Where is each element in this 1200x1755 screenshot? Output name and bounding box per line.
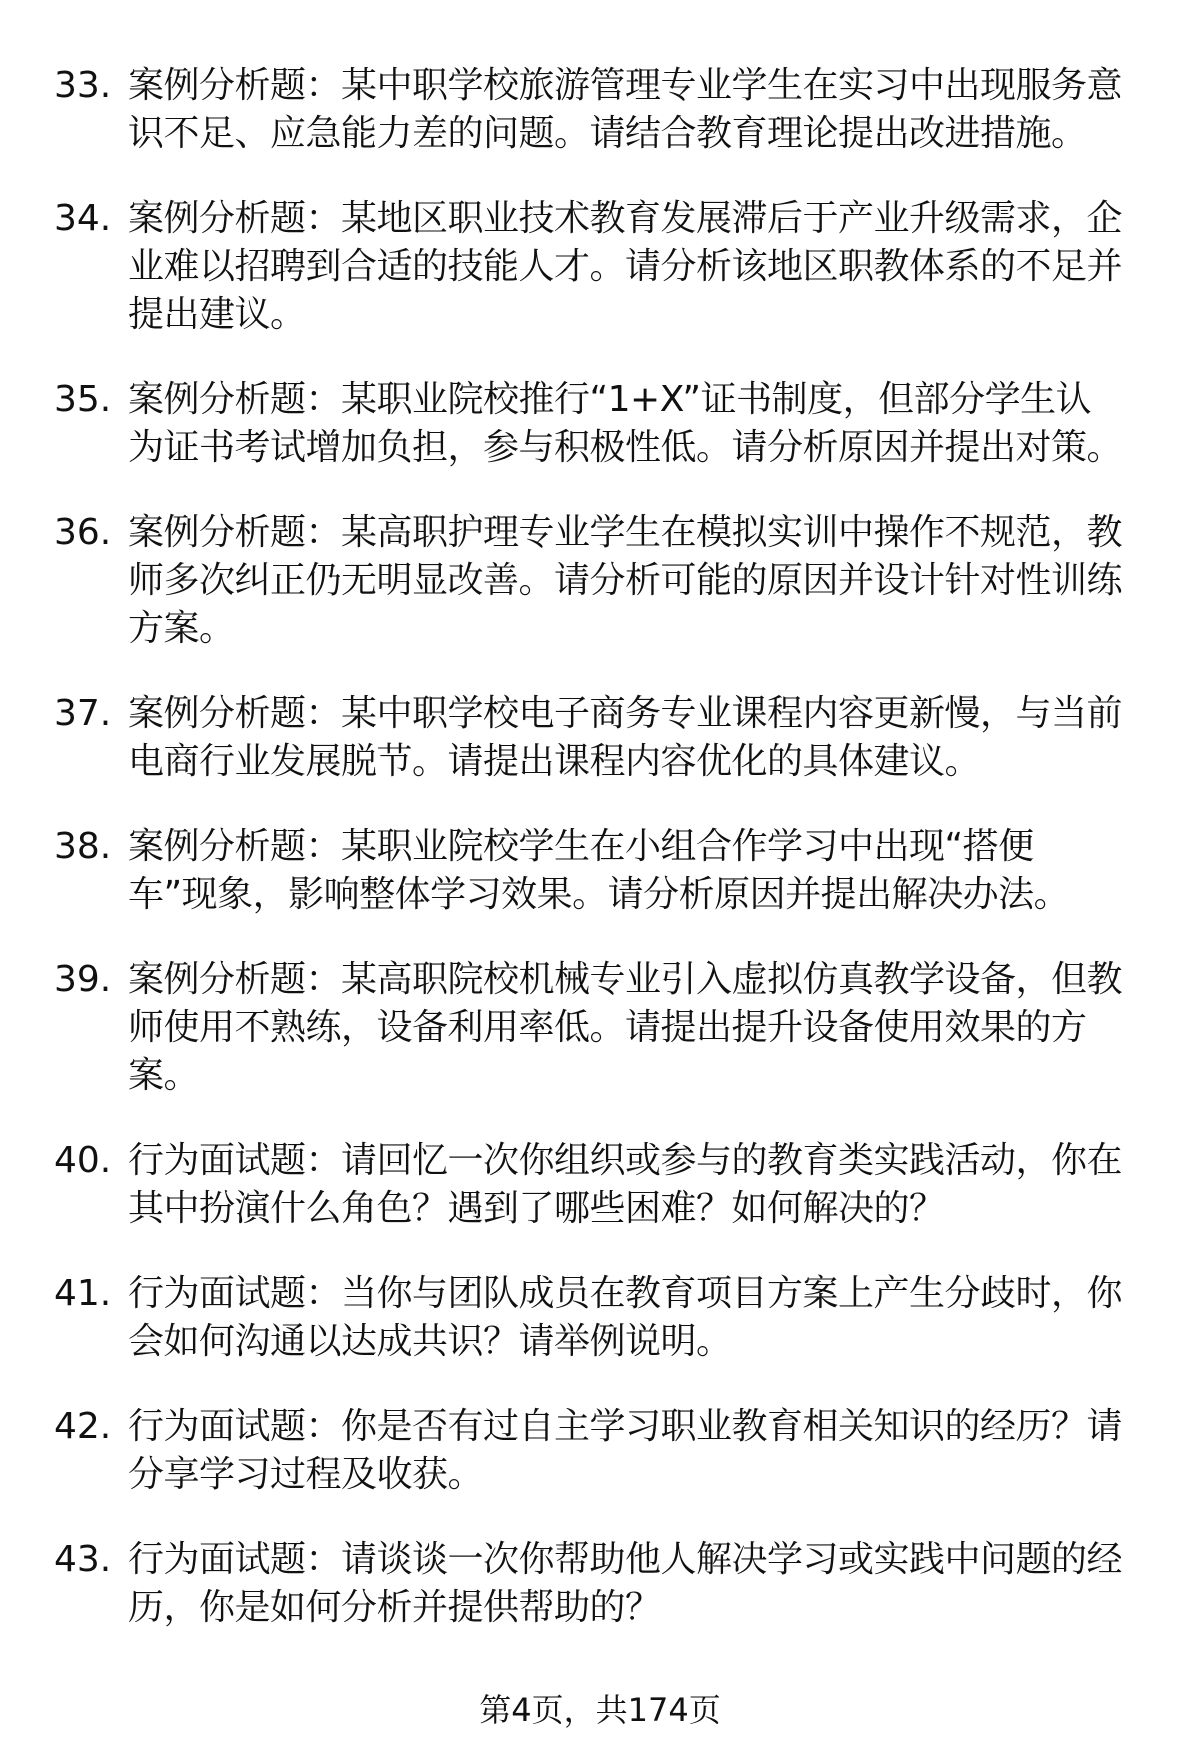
question-number: 40. bbox=[54, 1140, 112, 1181]
question-text bbox=[128, 1403, 1158, 1499]
question-item bbox=[0, 1270, 1200, 1366]
question-text-line: 行为面试题：你是否有过自主学习职业教育相关知识的经历？请 bbox=[128, 1406, 1123, 1447]
question-number: 35. bbox=[54, 379, 112, 420]
question-number: 34. bbox=[54, 198, 112, 239]
question-text bbox=[128, 690, 1158, 786]
question-text bbox=[128, 1536, 1158, 1632]
question-number: 37. bbox=[54, 693, 112, 734]
question-item bbox=[0, 690, 1200, 786]
question-text bbox=[128, 823, 1158, 919]
question-text-line: 行为面试题：当你与团队成员在教育项目方案上产生分歧时，你 bbox=[128, 1273, 1123, 1314]
question-list bbox=[0, 62, 1200, 1669]
question-text-line: 案例分析题：某中职学校电子商务专业课程内容更新慢，与当前 bbox=[128, 693, 1123, 734]
page-footer: 第4页，共174页 bbox=[479, 1691, 721, 1729]
question-text-line: 行为面试题：请回忆一次你组织或参与的教育类实践活动，你在 bbox=[128, 1140, 1123, 1181]
question-item bbox=[0, 509, 1200, 653]
question-number: 42. bbox=[54, 1406, 112, 1447]
question-text-line: 其中扮演什么角色？遇到了哪些困难？如何解决的？ bbox=[128, 1188, 945, 1229]
question-item bbox=[0, 195, 1200, 339]
question-text-line: 方案。 bbox=[128, 608, 235, 649]
question-item bbox=[0, 376, 1200, 472]
question-number: 43. bbox=[54, 1539, 112, 1580]
question-text bbox=[128, 195, 1158, 339]
question-text-line: 师多次纠正仍无明显改善。请分析可能的原因并设计针对性训练 bbox=[128, 560, 1123, 601]
question-text-line: 会如何沟通以达成共识？请举例说明。 bbox=[128, 1321, 732, 1362]
question-number: 36. bbox=[54, 512, 112, 553]
question-number: 33. bbox=[54, 65, 112, 106]
question-text-line: 案。 bbox=[128, 1055, 200, 1096]
question-text bbox=[128, 62, 1158, 158]
question-text-line: 分享学习过程及收获。 bbox=[128, 1454, 484, 1495]
question-text-line: 案例分析题：某地区职业技术教育发展滞后于产业升级需求，企 bbox=[128, 198, 1123, 239]
question-item bbox=[0, 1536, 1200, 1632]
question-text-line: 历，你是如何分析并提供帮助的？ bbox=[128, 1587, 661, 1628]
question-number: 38. bbox=[54, 826, 112, 867]
question-text-line: 提出建议。 bbox=[128, 294, 306, 335]
question-item bbox=[0, 823, 1200, 919]
question-text-line: 业难以招聘到合适的技能人才。请分析该地区职教体系的不足并 bbox=[128, 246, 1123, 287]
question-text-line: 案例分析题：某职业院校推行“1+X”证书制度，但部分学生认 bbox=[128, 379, 1092, 420]
question-number: 41. bbox=[54, 1273, 112, 1314]
question-text-line: 电商行业发展脱节。请提出课程内容优化的具体建议。 bbox=[128, 741, 981, 782]
question-text-line: 案例分析题：某高职院校机械专业引入虚拟仿真教学设备，但教 bbox=[128, 959, 1123, 1000]
question-text-line: 车”现象，影响整体学习效果。请分析原因并提出解决办法。 bbox=[128, 874, 1070, 915]
question-text-line: 行为面试题：请谈谈一次你帮助他人解决学习或实践中问题的经 bbox=[128, 1539, 1123, 1580]
question-number: 39. bbox=[54, 959, 112, 1000]
question-text bbox=[128, 1137, 1158, 1233]
question-text bbox=[128, 956, 1158, 1100]
question-text-line: 案例分析题：某中职学校旅游管理专业学生在实习中出现服务意 bbox=[128, 65, 1123, 106]
question-item bbox=[0, 1403, 1200, 1499]
question-text-line: 识不足、应急能力差的问题。请结合教育理论提出改进措施。 bbox=[128, 113, 1087, 154]
question-text bbox=[128, 1270, 1158, 1366]
question-item bbox=[0, 62, 1200, 158]
question-item bbox=[0, 956, 1200, 1100]
question-text-line: 为证书考试增加负担，参与积极性低。请分析原因并提出对策。 bbox=[128, 427, 1123, 468]
question-text-line: 案例分析题：某职业院校学生在小组合作学习中出现“搭便 bbox=[128, 826, 1034, 867]
question-text-line: 案例分析题：某高职护理专业学生在模拟实训中操作不规范，教 bbox=[128, 512, 1123, 553]
question-item bbox=[0, 1137, 1200, 1233]
question-text bbox=[128, 376, 1158, 472]
question-text-line: 师使用不熟练，设备利用率低。请提出提升设备使用效果的方 bbox=[128, 1007, 1087, 1048]
question-text bbox=[128, 509, 1158, 653]
